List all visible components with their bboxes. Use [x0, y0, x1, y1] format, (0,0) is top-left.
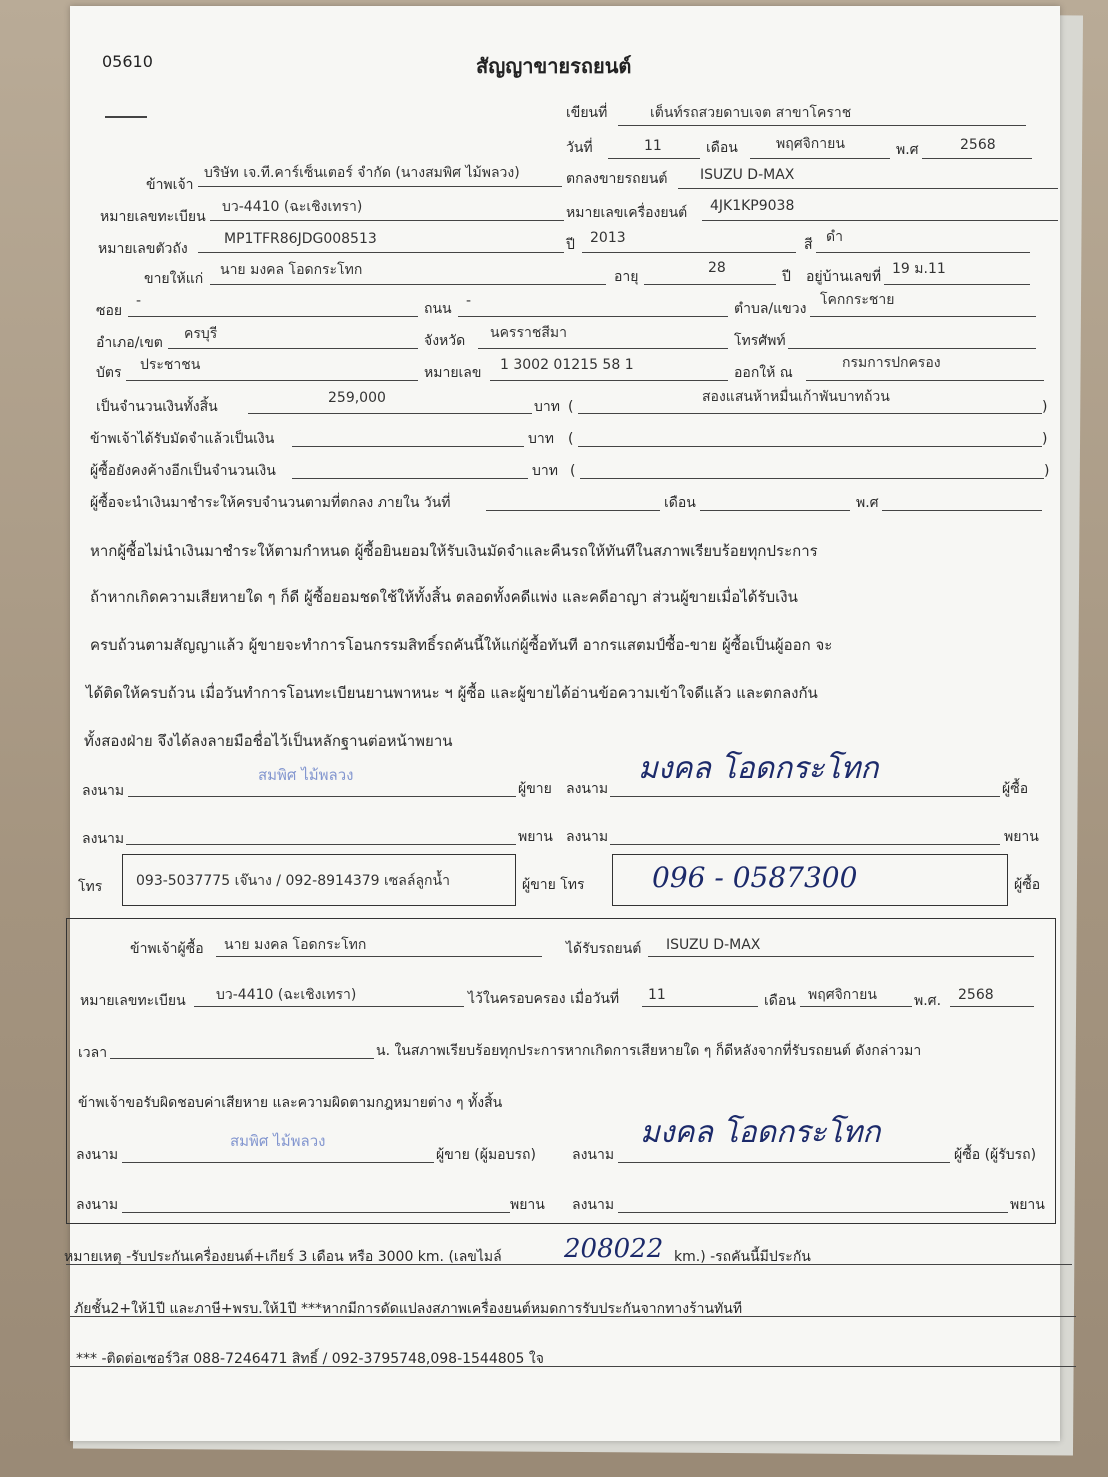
witness-role: พยาน	[510, 1197, 545, 1213]
due-label: ผู้ซื้อจะนำเงินมาชำระให้ครบจำนวนตามที่ตกลง ภายใน วันที่	[90, 495, 451, 511]
reg-value: บว-4410 (ฉะเชิงเทรา)	[222, 199, 363, 215]
age-label: อายุ	[614, 269, 639, 285]
line	[950, 1006, 1034, 1007]
close-paren: )	[1044, 463, 1050, 479]
line	[610, 796, 1000, 797]
receipt-month: พฤศจิกายน	[808, 987, 877, 1003]
road-value: -	[466, 293, 472, 309]
note-line-2: ภัยชั้น2+ให้1ปี และภาษี+พรบ.ให้1ปี ***หากมีการดัดแปลงสภาพเครื่องยนต์หมดการรับประกันจากทางร้านทันที	[74, 1301, 743, 1317]
year-label: พ.ศ	[896, 142, 919, 158]
line	[642, 1006, 758, 1007]
deposit-label: ข้าพเจ้าได้รับมัดจำแล้วเป็นเงิน	[90, 431, 275, 447]
baht-label: บาท	[534, 399, 560, 415]
note-line-1-end: km.) -รถคันนี้มีประกัน	[674, 1249, 811, 1265]
line	[578, 413, 1042, 414]
line	[816, 252, 1030, 253]
receipt-buyer-role: ผู้ซื้อ (ผู้รับรถ)	[954, 1147, 1037, 1163]
mileage-handwritten: 208022	[564, 1234, 664, 1264]
date-label: วันที่	[566, 140, 593, 156]
line	[210, 220, 564, 221]
total-label: เป็นจำนวนเงินทั้งสิ้น	[96, 399, 218, 415]
sign-label: ลงนาม	[76, 1197, 119, 1213]
engine-value: 4JK1KP9038	[710, 198, 795, 214]
line	[198, 186, 562, 187]
receipt-buyer-name: นาย มงคล โอดกระโทก	[224, 937, 367, 953]
line	[122, 1212, 510, 1213]
line	[70, 1366, 1076, 1367]
age-value: 28	[708, 260, 726, 276]
province-label: จังหวัด	[424, 333, 466, 349]
line	[458, 316, 728, 317]
house-value: 19 ม.11	[892, 261, 946, 277]
card-value: ประชาชน	[140, 357, 201, 373]
line	[810, 316, 1036, 317]
issued-label: ออกให้ ณ	[734, 365, 793, 381]
id-label: หมายเลข	[424, 365, 482, 381]
line	[618, 1162, 950, 1163]
soi-value: -	[136, 293, 142, 309]
road-label: ถนน	[424, 301, 452, 317]
line	[700, 510, 850, 511]
document-number: 05610	[102, 52, 153, 71]
contract-paper	[64, 6, 1060, 1441]
line	[582, 252, 796, 253]
seller-label: ข้าพเจ้า	[146, 177, 194, 193]
receipt-year-label: พ.ศ.	[914, 993, 942, 1009]
chassis-label: หมายเลขตัวถัง	[98, 241, 188, 257]
sign-label: ลงนาม	[76, 1147, 119, 1163]
line	[194, 1006, 464, 1007]
car-model: ISUZU D-MAX	[700, 167, 795, 183]
witness-role: พยาน	[1004, 829, 1039, 845]
card-label: บัตร	[96, 365, 122, 381]
line	[648, 956, 1034, 957]
chassis-value: MP1TFR86JDG008513	[224, 231, 377, 247]
line	[644, 284, 776, 285]
line	[580, 478, 1044, 479]
issued-value: กรมการปกครอง	[842, 355, 941, 371]
line	[126, 844, 516, 845]
sell-to-label: ขายให้แก่	[144, 271, 204, 287]
total-value: 259,000	[328, 390, 386, 406]
seller-phone-role: ผู้ขาย โทร	[522, 877, 585, 893]
received-car-model: ISUZU D-MAX	[666, 937, 761, 953]
remaining-label: ผู้ซื้อยังคงค้างอีกเป็นจำนวนเงิน	[90, 463, 276, 479]
seller-stamp-signature: สมพิศ ไม้พลวง	[258, 766, 354, 784]
line	[884, 284, 1030, 285]
color-value: ดำ	[826, 229, 843, 245]
line	[578, 446, 1042, 447]
sign-label: ลงนาม	[572, 1147, 615, 1163]
line	[618, 1212, 1008, 1213]
term-line: ครบถ้วนตามสัญญาแล้ว ผู้ขายจะทำการโอนกรรมสิทธิ์รถคันนี้ให้แก่ผู้ซื้อทันที อากรแสตมป์ซื้อ-ขาย ผู้ซื้อเป็นผู้ออก จะ	[90, 636, 833, 654]
written-at-label: เขียนที่	[566, 105, 608, 121]
liability-text: ข้าพเจ้าขอรับผิดชอบค่าเสียหาย และความผิดตามกฎหมายต่าง ๆ ทั้งสิ้น	[78, 1095, 503, 1111]
line	[478, 348, 728, 349]
line	[128, 796, 516, 797]
term-line: ทั้งสองฝ่าย จึงได้ลงลายมือชื่อไว้เป็นหลักฐานต่อหน้าพยาน	[84, 732, 453, 750]
seller-phone-numbers: 093-5037775 เจ๊นาง / 092-8914379 เซลล์ลูกน้ำ	[136, 873, 450, 889]
line	[922, 158, 1032, 159]
buyer-phone-handwritten: 096 - 0587300	[652, 861, 858, 894]
line	[248, 413, 532, 414]
receipt-seller-role: ผู้ขาย (ผู้มอบรถ)	[436, 1147, 536, 1163]
due-month-label: เดือน	[664, 495, 696, 511]
buyer-handwritten-signature: มงคล โอดกระโทก	[638, 751, 879, 786]
model-year-label: ปี	[566, 237, 575, 253]
line	[292, 446, 524, 447]
close-paren: )	[1042, 431, 1048, 447]
line	[126, 380, 418, 381]
line	[110, 1058, 374, 1059]
subdistrict-label: ตำบล/แขวง	[734, 301, 807, 317]
close-paren: )	[1042, 399, 1048, 415]
receipt-year: 2568	[958, 987, 994, 1003]
total-text: สองแสนห้าหมื่นเก้าพันบาทถ้วน	[702, 389, 890, 405]
written-at-value: เต็นท์รถสวยดาบเจต สาขาโคราช	[650, 105, 852, 121]
phone-label: โทร	[78, 879, 103, 895]
buyer-handwritten-signature: มงคล โอดกระโทก	[640, 1115, 881, 1150]
line	[806, 380, 1044, 381]
line	[486, 510, 660, 511]
buyer-role: ผู้ซื้อ	[1002, 781, 1029, 797]
line	[618, 125, 1026, 126]
month-value: พฤศจิกายน	[776, 136, 845, 152]
buyer-name: นาย มงคล โอดกระโทก	[220, 262, 363, 278]
baht-label: บาท	[532, 463, 558, 479]
month-label: เดือน	[706, 140, 738, 156]
line	[882, 510, 1042, 511]
day-value: 11	[644, 138, 662, 154]
condition-text: น. ในสภาพเรียบร้อยทุกประการหากเกิดการเสียหายใด ๆ ก็ดีหลังจากที่รับรถยนต์ ดังกล่าวมา	[376, 1043, 922, 1059]
line	[168, 348, 418, 349]
sign-label: ลงนาม	[572, 1197, 615, 1213]
line	[702, 220, 1058, 221]
line	[490, 380, 728, 381]
baht-label: บาท	[528, 431, 554, 447]
model-year-value: 2013	[590, 230, 626, 246]
soi-label: ซอย	[96, 303, 123, 319]
receipt-day: 11	[648, 987, 666, 1003]
year-value: 2568	[960, 137, 996, 153]
vehicle-receipt-box	[66, 918, 1056, 1224]
line	[788, 348, 1036, 349]
line	[198, 252, 564, 253]
open-paren: (	[568, 399, 574, 415]
province-value: นครราชสีมา	[490, 325, 567, 341]
subdistrict-value: โคกกระชาย	[820, 292, 895, 308]
district-label: อำเภอ/เขต	[96, 335, 163, 351]
open-paren: (	[570, 463, 576, 479]
due-year-label: พ.ศ	[856, 495, 879, 511]
sign-label: ลงนาม	[566, 781, 609, 797]
line	[610, 844, 1000, 845]
witness-role: พยาน	[518, 829, 553, 845]
line	[216, 956, 542, 957]
note-line-3: *** -ติดต่อเซอร์วิส 088-7246471 สิทธิ์ / 092-3795748,098-1544805 ใจ	[76, 1351, 544, 1367]
receipt-reg-value: บว-4410 (ฉะเชิงเทรา)	[216, 987, 357, 1003]
sign-label: ลงนาม	[82, 783, 125, 799]
term-line: ได้ติดให้ครบถ้วน เมื่อวันทำการโอนทะเบียนยานพาหนะ ฯ ผู้ซื้อ และผู้ขายได้อ่านข้อความเข้าใจดีแล้ว และตกลงกัน	[86, 684, 818, 702]
age-unit: ปี	[782, 269, 791, 285]
engine-label: หมายเลขเครื่องยนต์	[566, 205, 688, 221]
color-label: สี	[804, 237, 813, 253]
witness-role: พยาน	[1010, 1197, 1045, 1213]
time-label: เวลา	[78, 1045, 108, 1061]
line	[678, 188, 1058, 189]
phone-label: โทรศัพท์	[734, 333, 786, 349]
sign-label: ลงนาม	[566, 829, 609, 845]
seller-role: ผู้ขาย	[518, 781, 552, 797]
document-title: สัญญาขายรถยนต์	[476, 54, 632, 78]
district-value: ครบุรี	[184, 326, 218, 342]
line	[800, 1006, 912, 1007]
note-line-1: หมายเหตุ -รับประกันเครื่องยนต์+เกียร์ 3 เดือน หรือ 3000 km. (เลขไมล์	[64, 1249, 502, 1265]
sign-label: ลงนาม	[82, 831, 125, 847]
seller-name: บริษัท เจ.ที.คาร์เซ็นเตอร์ จำกัด (นางสมพิศ ไม้พลวง)	[204, 165, 520, 181]
line	[66, 1264, 1072, 1265]
line	[608, 158, 700, 159]
agree-sell-label: ตกลงขายรถยนต์	[566, 171, 668, 187]
seller-stamp-signature: สมพิศ ไม้พลวง	[230, 1132, 326, 1150]
received-car-label: ได้รับรถยนต์	[566, 941, 642, 957]
term-line: ถ้าหากเกิดความเสียหายใด ๆ ก็ดี ผู้ซื้อยอมชดใช้ให้ทั้งสิ้น ตลอดทั้งคดีแพ่ง และคดีอาญา ส่วนผู้ขายเมื่อได้รับเงิน	[90, 588, 798, 606]
house-label: อยู่บ้านเลขที่	[806, 269, 882, 285]
line	[210, 284, 606, 285]
line	[70, 1316, 1076, 1317]
line	[292, 478, 528, 479]
line	[128, 316, 418, 317]
pen-mark	[105, 116, 147, 118]
line	[122, 1162, 434, 1163]
possess-date-label: ไว้ในครอบครอง เมื่อวันที่	[468, 991, 620, 1007]
reg-label: หมายเลขทะเบียน	[100, 209, 206, 225]
term-line: หากผู้ซื้อไม่นำเงินมาชำระให้ตามกำหนด ผู้ซื้อยินยอมให้รับเงินมัดจำและคืนรถให้ทันทีในสภาพเรียบร้อยทุกประการ	[90, 542, 818, 560]
id-value: 1 3002 01215 58 1	[500, 357, 634, 373]
open-paren: (	[568, 431, 574, 447]
receipt-month-label: เดือน	[764, 993, 796, 1009]
buyer-phone-role: ผู้ซื้อ	[1014, 877, 1041, 893]
receipt-reg-label: หมายเลขทะเบียน	[80, 993, 186, 1009]
receipt-buyer-label: ข้าพเจ้าผู้ซื้อ	[130, 941, 204, 957]
line	[750, 158, 890, 159]
